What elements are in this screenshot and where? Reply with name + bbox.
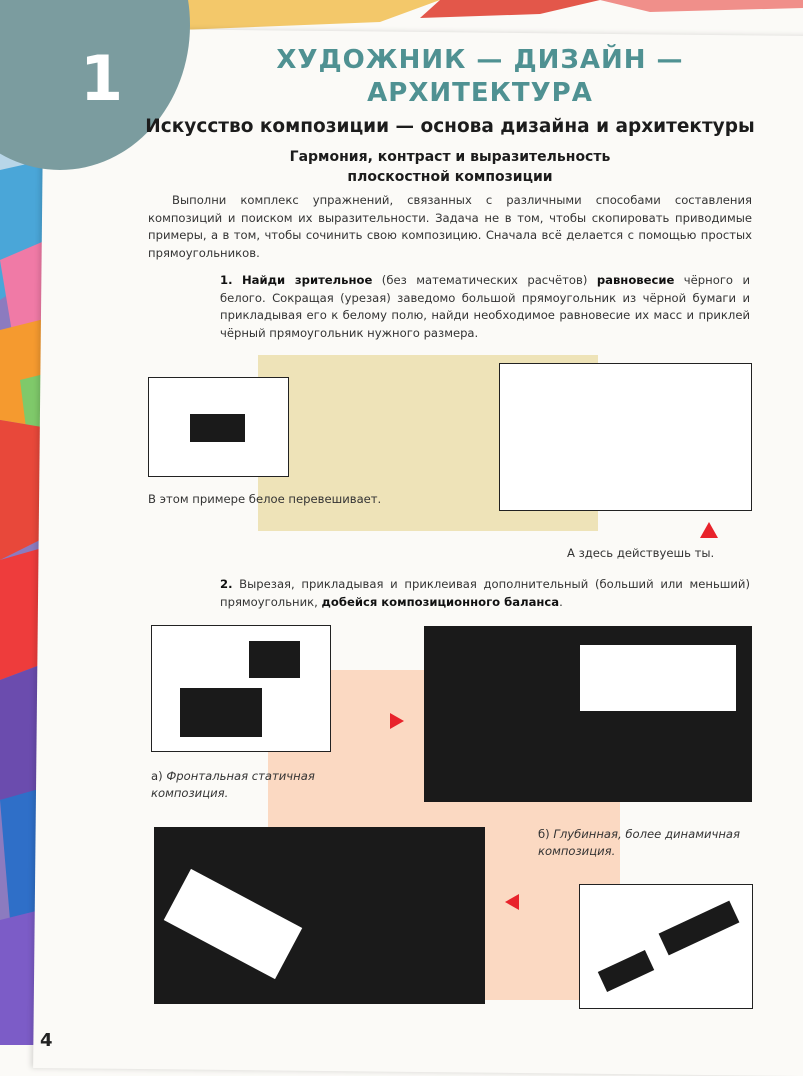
exercise-1-bold1: Найди зрительное (241, 273, 373, 287)
example-2a-white-rect (580, 645, 736, 711)
example-2a-black-rect-large (180, 688, 262, 737)
exercise-1-bold2: равновесие (596, 273, 675, 287)
exercise-1-text2: чёрного и белого. Сокращая (урезая) заведомо большой прямоугольник из чёрной бумаги и прикладывая его к белому полю, найди необходимое равновесие их масс и приклей чёрный прямоугольник нужного размера. (220, 273, 751, 340)
example-1-caption-right: А здесь действуешь ты. (567, 546, 715, 560)
example-1-caption-left: В этом примере белое перевешивает. (148, 492, 382, 506)
section-title-line1: Гармония, контраст и выразительность (289, 149, 611, 165)
example-2a-caption-prefix: а) (151, 769, 167, 783)
exercise-2-bold1: добейся композиционного баланса (321, 594, 560, 609)
chapter-title-line2: АРХИТЕКТУРА (367, 78, 593, 108)
example-2a-caption (151, 768, 381, 802)
section-title (180, 147, 720, 187)
exercise-2-text1: Вырезая, прикладывая и приклеивая дополнительный (больший или меньший) прямоугольник, (220, 577, 750, 609)
exercise-1-number: 1. (220, 273, 233, 287)
example-2b-caption-prefix: б) (538, 827, 554, 841)
example-2a-caption-text: Фронтальная статичная композиция. (151, 769, 315, 800)
exercise-2-text2: . (559, 594, 563, 609)
example-2b-caption (538, 826, 758, 860)
exercise-2-number: 2. (220, 577, 233, 591)
page-subtitle: Искусство композиции — основа дизайна и архитектуры (145, 116, 755, 137)
exercise-1-text1: (без математических расчётов) (372, 273, 597, 287)
chapter-title-line1: ХУДОЖНИК — ДИЗАЙН — (276, 45, 684, 75)
example-2a-black-rect-small (249, 641, 300, 678)
exercise-2-text (220, 576, 750, 611)
red-triangle-left-icon (505, 894, 519, 910)
example-1-black-rect (190, 414, 245, 442)
red-triangle-up-icon (700, 522, 718, 538)
page-number: 4 (40, 1030, 53, 1051)
red-triangle-right-icon (390, 713, 404, 729)
example-2b-caption-text: Глубинная, более динамичная композиция. (538, 827, 741, 858)
exercise-1-text (220, 272, 750, 342)
chapter-number: 1 (80, 42, 120, 115)
section-title-line2: плоскостной композиции (347, 169, 553, 185)
intro-paragraph: Выполни комплекс упражнений, связанных с различными способами составления композиций и поиском их выразительности. Задача не в том, чтобы скопировать приводимые примеры, а в том, чтобы сочинить свою композицию. Сначала всё делается с помощью простых прямоугольников. (148, 193, 752, 260)
example-1-empty-frame (499, 363, 752, 511)
